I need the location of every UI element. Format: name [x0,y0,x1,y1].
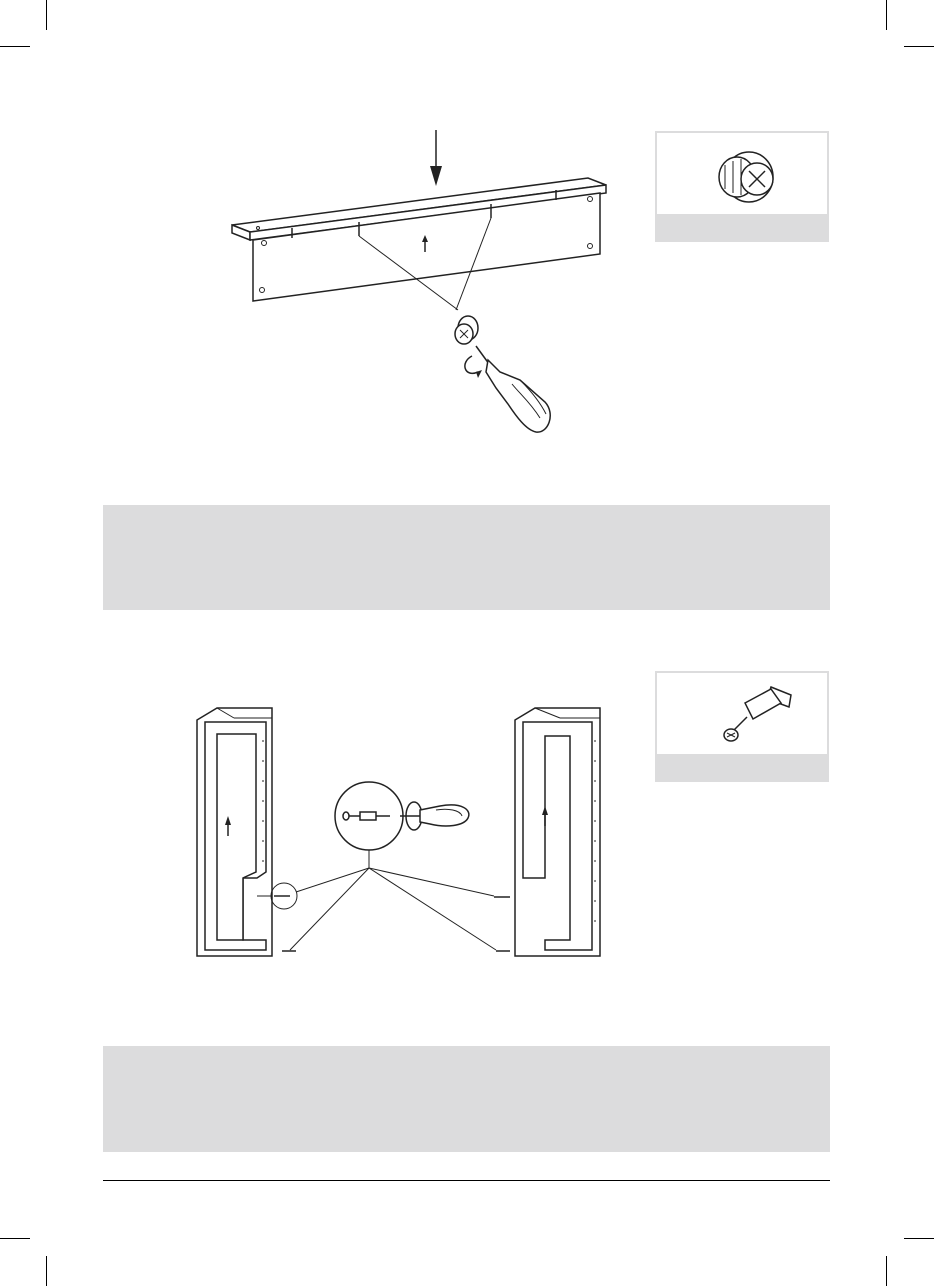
footer-rule [103,1180,830,1181]
left-side-panel-drawing [197,708,272,956]
step2-part-label-strip [657,754,827,780]
step1-part-label-strip [657,214,827,240]
crop-mark-bottom-left-v [46,1256,47,1286]
cam-bolt-icon [657,673,827,758]
step2-part-box [655,671,829,782]
crop-mark-bottom-right-h [904,1238,934,1239]
crop-mark-bottom-right-v [886,1256,887,1286]
cam-lock-drawing [455,316,478,344]
cam-lock-icon [657,133,827,218]
screwdriver-drawing [465,346,550,432]
right-side-panel-drawing [515,708,600,956]
step1-part-box [655,131,829,242]
crop-mark-bottom-left-h [0,1238,30,1239]
step1-instruction-box [103,505,830,610]
screwdriver-drawing-2 [400,802,469,830]
step2-instruction-box [103,1046,830,1152]
